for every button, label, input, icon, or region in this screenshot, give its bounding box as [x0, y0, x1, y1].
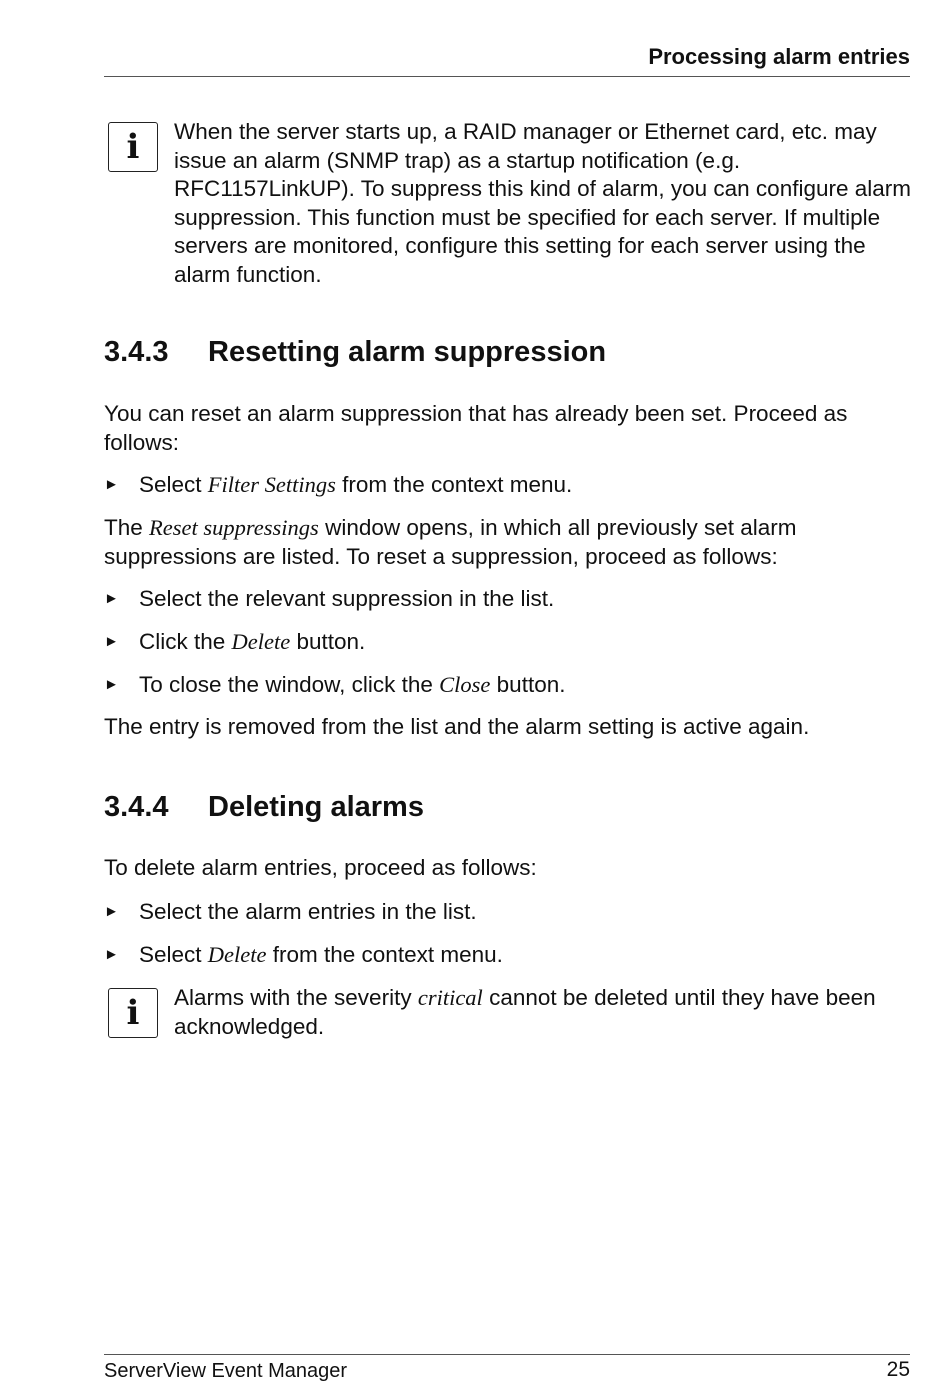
info-icon: i	[108, 122, 158, 172]
page-number: 25	[886, 1358, 910, 1381]
footer-rule	[104, 1354, 910, 1355]
section-heading-3-4-3	[104, 335, 606, 369]
bullet-arrow-icon: ►	[104, 476, 119, 493]
section-number: 3.4.4	[104, 791, 169, 823]
bullet-arrow-icon: ►	[104, 946, 119, 963]
info-note-startup-alarm: When the server starts up, a RAID manager or Ethernet card, etc. may issue an alarm (SNMP trap) as a startup notification (e.g. RFC1157LinkUP). To suppress this kind of alarm, you can configure alarm suppression. This function must be specified for each server. If multiple servers are monitored, configure this setting for each server using the alarm function.	[174, 119, 912, 287]
paragraph-reset-window: The Reset suppressings window opens, in which all previously set alarm suppressions are listed. To reset a suppression, proceed as follows:	[104, 515, 797, 569]
ui-term: Delete	[207, 942, 267, 967]
ui-term: Close	[439, 672, 491, 697]
info-note-critical-alarms: Alarms with the severity critical cannot be deleted until they have been acknowledged.	[174, 985, 876, 1039]
info-icon: i	[108, 988, 158, 1038]
section-heading-3-4-4	[104, 790, 424, 824]
running-header: Processing alarm entries	[648, 44, 910, 69]
document-page: Processing alarm entries i When the server starts up, a RAID manager or Ethernet card, etc. may issue an alarm (SNMP trap) as a startup notification (e.g. RFC1157LinkUP). To suppress this kind of alarm, you can configure alarm suppression. This function must be specified for each server. If multiple servers are monitored, configure this setting for each server using the alarm function. 3.4.3 Resetting alarm suppression You can reset an alarm suppression that has already been set. Proceed as follows: ► Select Filter Settings from the context menu. The Reset suppressings window opens, in which all previously set alarm suppressions are listed. To reset a suppression, proceed as follows: ► Select the relevant suppression in the list. ► Click the Delete button. ► To close the window, click the Close button. The entry is removed from the list and the alarm setting is active again. 3.4.4 Deleting alarms To delete alarm entries, proceed as follows: ► Select the alarm entries in the list. ► Select Delete from the context menu. i Alarms with the severity critical cannot be deleted until they have been acknowledged. ServerView Event Manager 25	[0, 0, 950, 1384]
paragraph-reset-result: The entry is removed from the list and the alarm setting is active again.	[104, 714, 810, 739]
section-number: 3.4.3	[104, 336, 169, 368]
bullet-arrow-icon: ►	[104, 676, 119, 693]
paragraph-reset-intro: You can reset an alarm suppression that has already been set. Proceed as follows:	[104, 401, 848, 455]
footer-product-name: ServerView Event Manager	[104, 1360, 348, 1382]
bullet-arrow-icon: ►	[104, 633, 119, 650]
bullet-arrow-icon: ►	[104, 590, 119, 607]
ui-term: Filter Settings	[207, 472, 336, 497]
ui-term: Reset suppressings	[149, 515, 319, 540]
section-title: Deleting alarms	[208, 791, 424, 823]
header-rule	[104, 76, 910, 77]
section-title: Resetting alarm suppression	[208, 336, 607, 368]
ui-term: Delete	[231, 629, 291, 654]
bullet-arrow-icon: ►	[104, 903, 119, 920]
paragraph-delete-intro: To delete alarm entries, proceed as follows:	[104, 855, 537, 880]
ui-term: critical	[417, 985, 483, 1010]
